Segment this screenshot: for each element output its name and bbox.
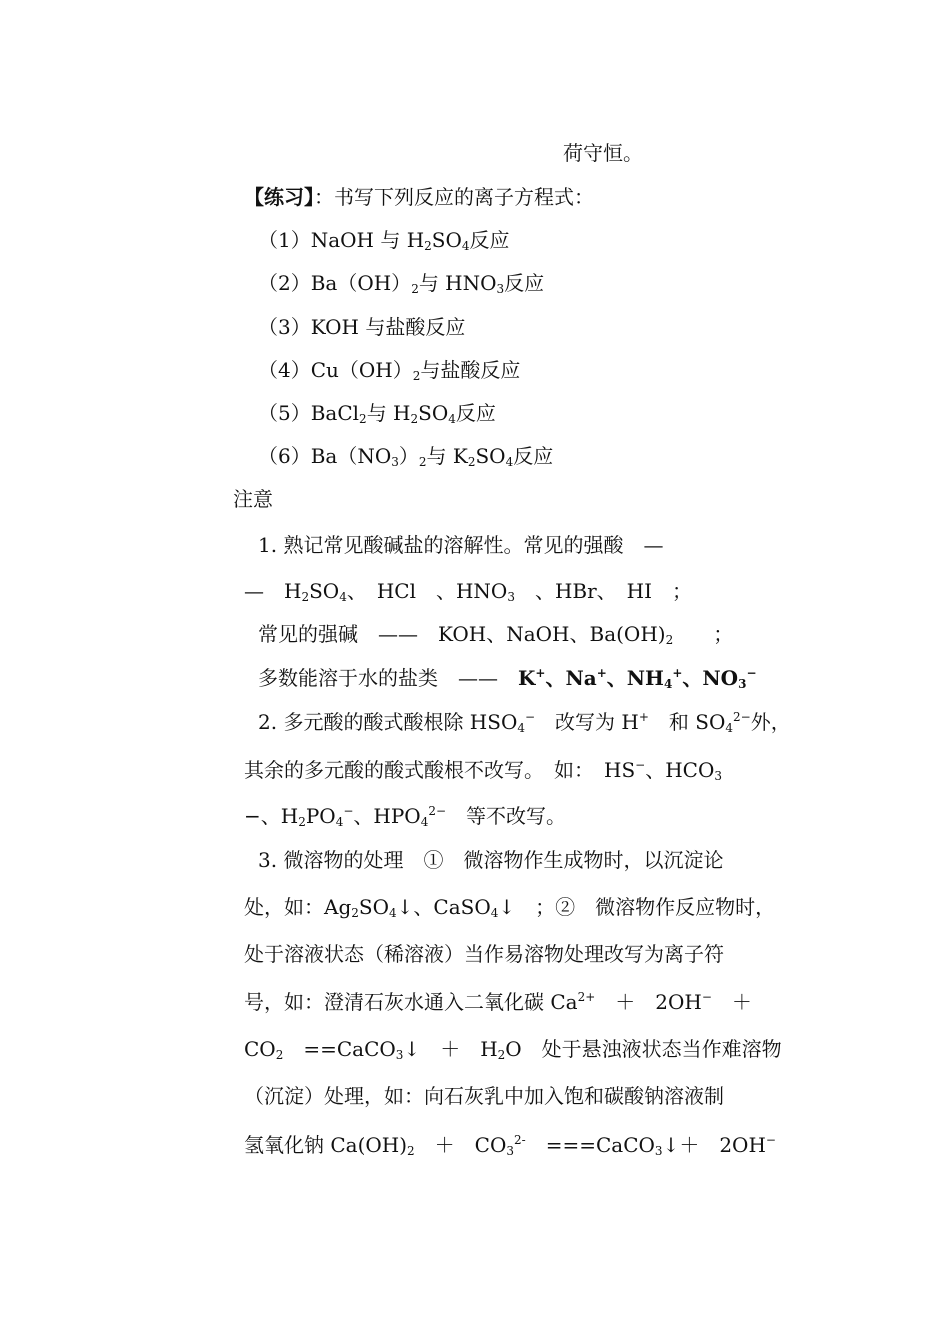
text-segment: SO bbox=[418, 401, 449, 425]
text-segment: 4 bbox=[389, 906, 397, 920]
text-segment: 2 bbox=[275, 1048, 284, 1062]
text-segment: ↓ ＋ H bbox=[403, 1037, 498, 1061]
text-segment: 4 bbox=[490, 906, 499, 920]
text-segment: （4）Cu（OH） bbox=[258, 358, 413, 382]
text-segment: 改写为 H bbox=[535, 710, 639, 734]
text-segment: K bbox=[518, 666, 536, 690]
text-segment: O 处于悬浊液状态当作难溶物 bbox=[505, 1037, 782, 1061]
text-segment: （3）KOH 与盐酸反应 bbox=[258, 315, 466, 339]
text-segment: 反应 bbox=[513, 444, 554, 468]
text-segment: − bbox=[635, 758, 646, 772]
text-segment: （1）NaOH 与 H bbox=[258, 228, 425, 252]
text-segment: ＋ 2OH bbox=[595, 990, 702, 1014]
text-segment: 与 H bbox=[366, 401, 411, 425]
exercise-label: 【练习】 bbox=[244, 185, 314, 209]
text-segment: ===CaCO bbox=[525, 1133, 655, 1157]
text-segment: 3 bbox=[507, 590, 515, 604]
text-segment: 3 bbox=[738, 677, 747, 691]
text-segment: 2 bbox=[301, 590, 310, 604]
text-segment: ==CaCO bbox=[283, 1037, 396, 1061]
text-segment: 2 bbox=[351, 906, 359, 920]
text-segment: 2 bbox=[497, 1048, 506, 1062]
text-segment: 2 bbox=[467, 455, 476, 469]
text-segment: 、 HCl 、HNO bbox=[346, 579, 508, 603]
text-segment: − bbox=[765, 1133, 776, 1147]
exercise-heading bbox=[244, 187, 594, 207]
text-segment: 其余的多元酸的酸式酸根不改写。 如： HS bbox=[244, 758, 636, 782]
text-segment: 2− bbox=[733, 710, 751, 724]
text-segment: + bbox=[535, 666, 546, 680]
text-segment: ＋ bbox=[711, 990, 752, 1014]
text-segment: 外， bbox=[750, 710, 791, 734]
text-segment: 2 bbox=[410, 412, 419, 426]
text-segment: 多数能溶于水的盐类 —— bbox=[258, 666, 518, 690]
text-segment: 4 bbox=[335, 815, 344, 829]
text-segment: 氢氧化钠 Ca(OH) bbox=[244, 1133, 408, 1157]
text-segment: （6）Ba（NO bbox=[258, 444, 392, 468]
text-segment: CO bbox=[244, 1037, 276, 1061]
text-segment: SO bbox=[431, 228, 462, 252]
text-segment: ↓、CaSO bbox=[396, 895, 491, 919]
text-segment: 等不改写。 bbox=[446, 804, 567, 828]
text-segment: 2 bbox=[665, 633, 674, 647]
text-segment: + bbox=[638, 710, 649, 724]
text-segment: 2 bbox=[359, 412, 367, 426]
text-segment: 2 bbox=[424, 239, 432, 253]
text-segment: ↓ ；② 微溶物作反应物时， bbox=[498, 895, 776, 919]
text-segment: 4 bbox=[725, 721, 734, 735]
text-segment: 2. 多元酸的酸式酸根除 HSO bbox=[258, 710, 518, 734]
text-segment: 号，如：澄清石灰水通入二氧化碳 Ca bbox=[244, 990, 578, 1014]
note3-line3: 处于溶液状态（稀溶液）当作易溶物处理改写为离子符 bbox=[244, 942, 724, 966]
note3-line6: （沉淀）处理，如：向石灰乳中加入饱和碳酸钠溶液制 bbox=[244, 1084, 724, 1108]
text-segment: SO bbox=[358, 895, 389, 919]
note1-line2 bbox=[244, 581, 692, 603]
text-segment: 、Na bbox=[545, 666, 597, 690]
exercise-item-4 bbox=[258, 360, 520, 382]
text-segment: 与 K bbox=[426, 444, 468, 468]
text-segment: 、HBr、 HI ； bbox=[514, 579, 693, 603]
text-segment: （2）Ba（OH） bbox=[258, 271, 412, 295]
text-segment: 2- bbox=[514, 1133, 526, 1147]
note1-line1: 1. 熟记常见酸碱盐的溶解性。常见的强酸 — bbox=[258, 533, 664, 557]
continued-text: 荷守恒。 bbox=[563, 141, 643, 165]
text-segment: 3 bbox=[496, 282, 505, 296]
text-segment: − bbox=[343, 804, 354, 818]
text-segment: 4 bbox=[461, 239, 470, 253]
text-segment: 2 bbox=[411, 282, 419, 296]
text-segment: 3 bbox=[714, 769, 722, 783]
text-segment: 与盐酸反应 bbox=[420, 358, 521, 382]
text-segment: 4 bbox=[517, 721, 525, 735]
text-segment: 2 bbox=[407, 1144, 415, 1158]
text-segment: 3 bbox=[654, 1144, 663, 1158]
note3-line1: 3. 微溶物的处理 ① 微溶物作生成物时，以沉淀论 bbox=[258, 848, 724, 872]
text-segment: 3 bbox=[395, 1048, 404, 1062]
text-segment: + bbox=[672, 666, 683, 680]
exercise-intro: ：书写下列反应的离子方程式： bbox=[314, 185, 594, 209]
text-segment: — H bbox=[244, 579, 302, 603]
text-segment: 4 bbox=[505, 455, 514, 469]
text-segment: SO bbox=[309, 579, 340, 603]
text-segment: 、HCO bbox=[645, 758, 715, 782]
text-segment: 常见的强碱 —— KOH、NaOH、Ba(OH) bbox=[258, 622, 666, 646]
text-segment: − bbox=[701, 990, 712, 1004]
exercise-item-6 bbox=[258, 446, 553, 468]
note1-line4 bbox=[258, 667, 757, 690]
note1-line3 bbox=[258, 624, 733, 646]
text-segment: ↓＋ 2OH bbox=[662, 1133, 766, 1157]
text-segment: 和 SO bbox=[648, 710, 726, 734]
text-segment: 反应 bbox=[469, 228, 510, 252]
text-segment: 、NO bbox=[682, 666, 739, 690]
text-segment: 4 bbox=[339, 590, 347, 604]
text-segment: SO bbox=[475, 444, 506, 468]
text-segment: + bbox=[596, 666, 607, 680]
text-segment: 处，如：Ag bbox=[244, 895, 352, 919]
text-segment: 反应 bbox=[504, 271, 545, 295]
note3-line4 bbox=[244, 991, 752, 1012]
text-segment: 4 bbox=[448, 412, 456, 426]
text-segment: 、NH bbox=[606, 666, 664, 690]
text-segment: 、HPO bbox=[353, 804, 421, 828]
text-segment: PO bbox=[305, 804, 336, 828]
text-segment: 2− bbox=[428, 804, 447, 818]
note3-line5 bbox=[244, 1039, 782, 1061]
text-segment: 反应 bbox=[455, 401, 496, 425]
text-segment: 2 bbox=[412, 369, 421, 383]
note3-line7 bbox=[244, 1134, 776, 1157]
text-segment: ＋ CO bbox=[414, 1133, 507, 1157]
text-segment: 与 HNO bbox=[418, 271, 497, 295]
text-segment: − bbox=[524, 710, 536, 724]
text-segment: 2 bbox=[298, 815, 306, 829]
text-segment: 3 bbox=[391, 455, 399, 469]
text-segment: −、H bbox=[244, 804, 299, 828]
text-segment: ； bbox=[673, 622, 734, 646]
text-segment: 4 bbox=[420, 815, 429, 829]
notes-title: 注意 bbox=[233, 487, 273, 511]
exercise-item-2 bbox=[258, 273, 544, 295]
text-segment: ） bbox=[398, 444, 419, 468]
exercise-item-5 bbox=[258, 403, 496, 425]
exercise-item-3 bbox=[258, 317, 465, 337]
note3-line2 bbox=[244, 897, 775, 919]
note2-line2 bbox=[244, 759, 722, 782]
text-segment: 4 bbox=[663, 677, 673, 691]
text-segment: 3 bbox=[506, 1144, 515, 1158]
note2-line1 bbox=[258, 711, 791, 734]
text-segment: 2 bbox=[418, 455, 427, 469]
exercise-item-1 bbox=[258, 230, 510, 252]
text-segment: （5）BaCl bbox=[258, 401, 360, 425]
note2-line3 bbox=[244, 805, 566, 828]
text-segment: 2+ bbox=[577, 990, 596, 1004]
text-segment: − bbox=[746, 666, 757, 680]
